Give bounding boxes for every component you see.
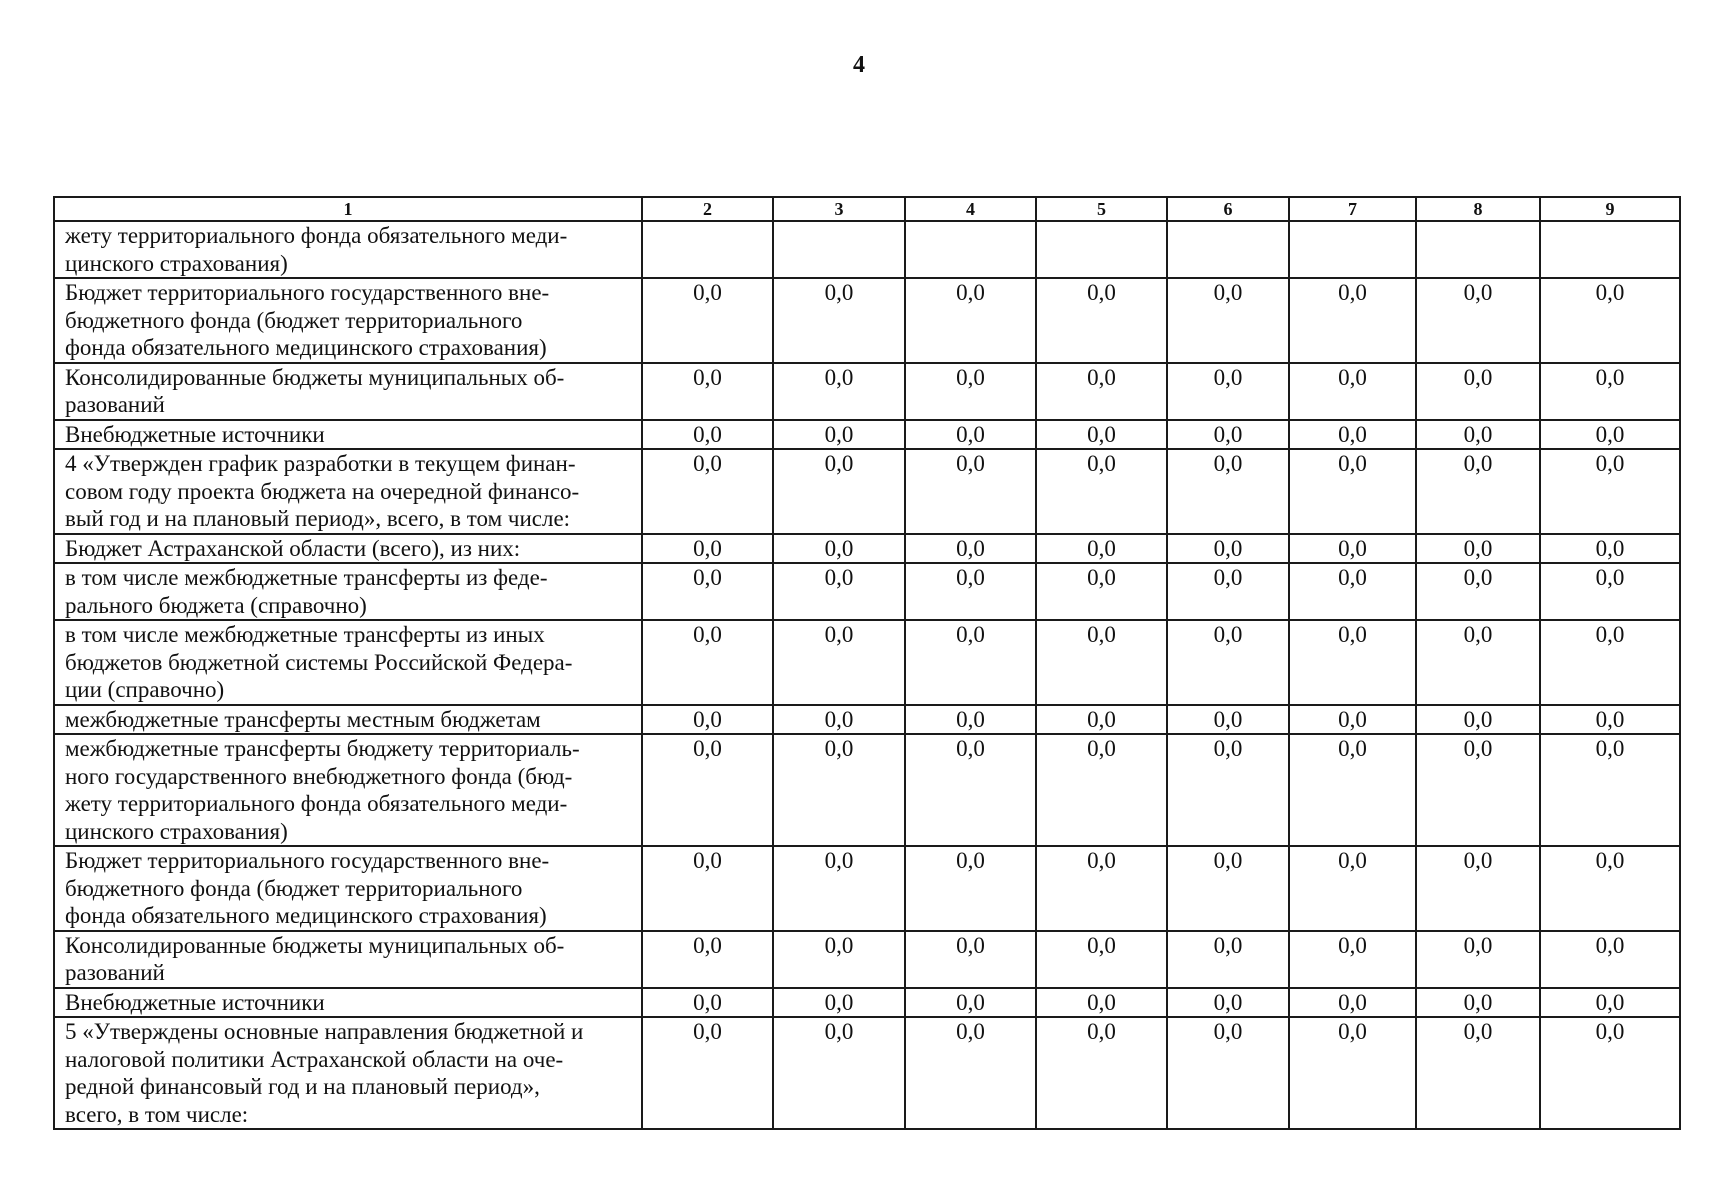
value-cell: 0,0 [1540, 846, 1680, 931]
value-cell: 0,0 [905, 278, 1036, 363]
value-cell: 0,0 [642, 620, 773, 705]
value-cell [1540, 221, 1680, 278]
value-cell: 0,0 [1416, 563, 1540, 620]
value-cell: 0,0 [1289, 449, 1416, 534]
table-row [54, 534, 1680, 564]
value-cell: 0,0 [773, 734, 905, 846]
value-cell [905, 221, 1036, 278]
value-cell: 0,0 [1036, 734, 1167, 846]
row-label: в том числе межбюджетные трансферты из иных бюджетов бюджетной системы Российской Федера- ции (справочно) [54, 620, 642, 705]
value-cell: 0,0 [642, 988, 773, 1018]
column-header-6: 6 [1167, 197, 1289, 221]
value-cell: 0,0 [773, 988, 905, 1018]
value-cell: 0,0 [1289, 278, 1416, 363]
value-cell: 0,0 [905, 846, 1036, 931]
row-label: Бюджет территориального государственного вне- бюджетного фонда (бюджет территориального фонда обязательного медицинского страхования) [54, 846, 642, 931]
value-cell: 0,0 [1289, 988, 1416, 1018]
value-cell: 0,0 [1036, 534, 1167, 564]
row-label: жету территориального фонда обязательного меди- цинского страхования) [54, 221, 642, 278]
value-cell: 0,0 [1416, 988, 1540, 1018]
value-cell: 0,0 [1167, 363, 1289, 420]
value-cell: 0,0 [1167, 420, 1289, 450]
value-cell: 0,0 [1036, 620, 1167, 705]
value-cell: 0,0 [1540, 534, 1680, 564]
value-cell [642, 221, 773, 278]
value-cell: 0,0 [1416, 420, 1540, 450]
value-cell: 0,0 [642, 1017, 773, 1129]
value-cell: 0,0 [642, 278, 773, 363]
value-cell: 0,0 [773, 1017, 905, 1129]
value-cell: 0,0 [1167, 734, 1289, 846]
table-row [54, 931, 1680, 988]
row-label: Бюджет территориального государственного вне- бюджетного фонда (бюджет территориального фонда обязательного медицинского страхования) [54, 278, 642, 363]
value-cell: 0,0 [642, 363, 773, 420]
value-cell: 0,0 [1167, 988, 1289, 1018]
value-cell: 0,0 [905, 449, 1036, 534]
value-cell: 0,0 [1289, 1017, 1416, 1129]
value-cell: 0,0 [905, 931, 1036, 988]
value-cell [1289, 221, 1416, 278]
value-cell [773, 221, 905, 278]
value-cell: 0,0 [1167, 931, 1289, 988]
value-cell: 0,0 [1289, 705, 1416, 735]
budget-table [53, 196, 1681, 1130]
value-cell: 0,0 [773, 563, 905, 620]
row-label: Консолидированные бюджеты муниципальных об- разований [54, 931, 642, 988]
table-row [54, 988, 1680, 1018]
value-cell: 0,0 [642, 420, 773, 450]
value-cell: 0,0 [905, 988, 1036, 1018]
table-row [54, 363, 1680, 420]
value-cell: 0,0 [642, 705, 773, 735]
value-cell: 0,0 [1540, 563, 1680, 620]
column-header-7: 7 [1289, 197, 1416, 221]
row-label: 4 «Утвержден график разработки в текущем финан- совом году проекта бюджета на очередной финансо- вый год и на плановый период», всего, в том числе: [54, 449, 642, 534]
value-cell: 0,0 [1416, 534, 1540, 564]
value-cell: 0,0 [905, 705, 1036, 735]
table-body [54, 221, 1680, 1129]
row-label: Консолидированные бюджеты муниципальных об- разований [54, 363, 642, 420]
value-cell: 0,0 [905, 1017, 1036, 1129]
column-header-4: 4 [905, 197, 1036, 221]
value-cell: 0,0 [773, 846, 905, 931]
value-cell: 0,0 [1416, 846, 1540, 931]
value-cell: 0,0 [1416, 1017, 1540, 1129]
value-cell: 0,0 [1036, 1017, 1167, 1129]
table-row [54, 221, 1680, 278]
value-cell: 0,0 [1167, 705, 1289, 735]
value-cell: 0,0 [1540, 1017, 1680, 1129]
header-row [54, 197, 1680, 221]
value-cell: 0,0 [1036, 988, 1167, 1018]
value-cell: 0,0 [1167, 449, 1289, 534]
value-cell: 0,0 [1036, 931, 1167, 988]
value-cell [1036, 221, 1167, 278]
value-cell: 0,0 [1416, 278, 1540, 363]
table-row [54, 278, 1680, 363]
value-cell: 0,0 [642, 449, 773, 534]
value-cell: 0,0 [773, 620, 905, 705]
value-cell: 0,0 [1540, 363, 1680, 420]
value-cell: 0,0 [1540, 931, 1680, 988]
value-cell: 0,0 [905, 363, 1036, 420]
value-cell: 0,0 [1167, 534, 1289, 564]
value-cell: 0,0 [642, 734, 773, 846]
value-cell: 0,0 [1289, 846, 1416, 931]
value-cell: 0,0 [773, 420, 905, 450]
value-cell: 0,0 [1167, 1017, 1289, 1129]
value-cell: 0,0 [1289, 563, 1416, 620]
column-header-9: 9 [1540, 197, 1680, 221]
table-row [54, 1017, 1680, 1129]
value-cell: 0,0 [1289, 931, 1416, 988]
value-cell: 0,0 [1167, 620, 1289, 705]
value-cell: 0,0 [773, 278, 905, 363]
value-cell: 0,0 [642, 846, 773, 931]
value-cell: 0,0 [1289, 534, 1416, 564]
value-cell: 0,0 [1036, 420, 1167, 450]
value-cell: 0,0 [905, 620, 1036, 705]
value-cell: 0,0 [1036, 563, 1167, 620]
value-cell: 0,0 [1540, 620, 1680, 705]
table-row [54, 620, 1680, 705]
value-cell: 0,0 [1416, 705, 1540, 735]
value-cell: 0,0 [773, 534, 905, 564]
value-cell: 0,0 [1540, 705, 1680, 735]
value-cell [1416, 221, 1540, 278]
value-cell: 0,0 [1540, 420, 1680, 450]
value-cell: 0,0 [1416, 931, 1540, 988]
value-cell: 0,0 [905, 534, 1036, 564]
value-cell: 0,0 [642, 563, 773, 620]
column-header-2: 2 [642, 197, 773, 221]
table-row [54, 420, 1680, 450]
row-label: Внебюджетные источники [54, 988, 642, 1018]
column-header-8: 8 [1416, 197, 1540, 221]
value-cell: 0,0 [642, 534, 773, 564]
value-cell: 0,0 [642, 931, 773, 988]
value-cell: 0,0 [1416, 363, 1540, 420]
value-cell: 0,0 [773, 449, 905, 534]
value-cell: 0,0 [1167, 563, 1289, 620]
table-row [54, 705, 1680, 735]
table-row [54, 563, 1680, 620]
value-cell: 0,0 [1036, 278, 1167, 363]
value-cell: 0,0 [905, 563, 1036, 620]
value-cell: 0,0 [773, 705, 905, 735]
table-row [54, 449, 1680, 534]
value-cell: 0,0 [1540, 734, 1680, 846]
value-cell: 0,0 [1036, 705, 1167, 735]
value-cell: 0,0 [1540, 278, 1680, 363]
value-cell: 0,0 [1036, 846, 1167, 931]
value-cell: 0,0 [1167, 278, 1289, 363]
value-cell: 0,0 [773, 931, 905, 988]
value-cell: 0,0 [1416, 734, 1540, 846]
row-label: Бюджет Астраханской области (всего), из них: [54, 534, 642, 564]
value-cell: 0,0 [1289, 420, 1416, 450]
column-header-5: 5 [1036, 197, 1167, 221]
value-cell: 0,0 [773, 363, 905, 420]
row-label: межбюджетные трансферты бюджету территориаль- ного государственного внебюджетного фонда (бюд- жету территориального фонда обязательного меди- цинского страхования) [54, 734, 642, 846]
value-cell: 0,0 [1036, 449, 1167, 534]
value-cell: 0,0 [1036, 363, 1167, 420]
value-cell: 0,0 [1167, 846, 1289, 931]
row-label: в том числе межбюджетные трансферты из феде- рального бюджета (справочно) [54, 563, 642, 620]
value-cell: 0,0 [1540, 988, 1680, 1018]
value-cell: 0,0 [1416, 620, 1540, 705]
row-label: Внебюджетные источники [54, 420, 642, 450]
value-cell: 0,0 [1289, 734, 1416, 846]
page-number: 4 [853, 52, 865, 78]
value-cell: 0,0 [1289, 363, 1416, 420]
value-cell: 0,0 [1289, 620, 1416, 705]
table-row [54, 846, 1680, 931]
value-cell: 0,0 [905, 420, 1036, 450]
table-row [54, 734, 1680, 846]
row-label: межбюджетные трансферты местным бюджетам [54, 705, 642, 735]
row-label: 5 «Утверждены основные направления бюджетной и налоговой политики Астраханской области на оче- редной финансовый год и на плановый период», всего, в том числе: [54, 1017, 642, 1129]
value-cell: 0,0 [1416, 449, 1540, 534]
column-header-1: 1 [54, 197, 642, 221]
column-header-3: 3 [773, 197, 905, 221]
value-cell: 0,0 [1540, 449, 1680, 534]
value-cell: 0,0 [905, 734, 1036, 846]
value-cell [1167, 221, 1289, 278]
